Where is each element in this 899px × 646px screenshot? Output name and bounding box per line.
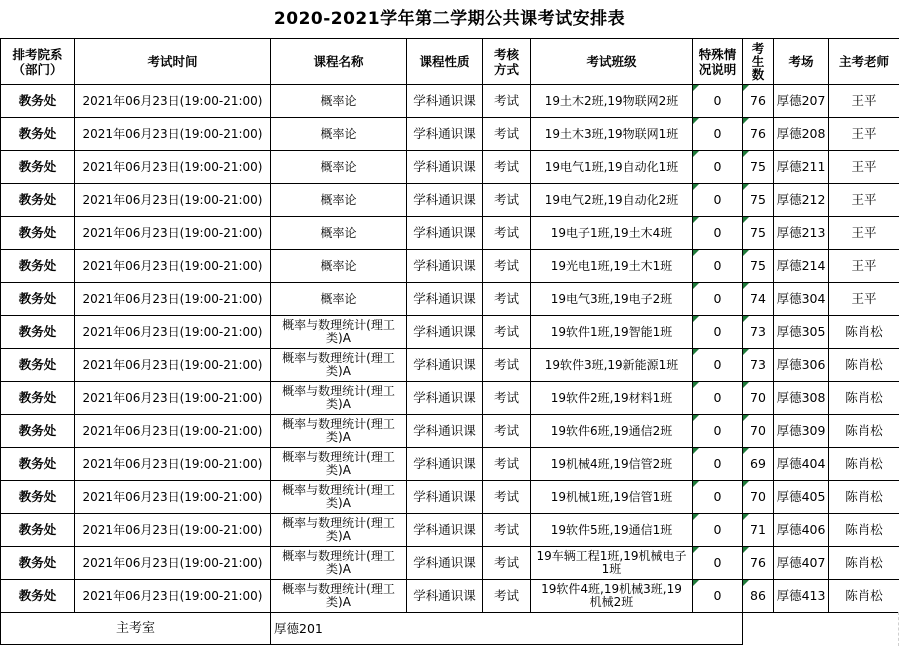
- comment-marker-icon: [693, 481, 699, 487]
- cell-classes[interactable]: 19软件1班,19智能1班: [531, 316, 693, 349]
- cell-special[interactable]: 0: [693, 184, 743, 217]
- cell-classes[interactable]: 19光电1班,19土木1班: [531, 250, 693, 283]
- table-row: [1, 283, 899, 316]
- cell-method[interactable]: 考试: [483, 514, 531, 547]
- cell-time[interactable]: 2021年06月23日(19:00-21:00): [75, 481, 271, 514]
- footer-row: [1, 613, 899, 645]
- footer-value[interactable]: 厚德201: [271, 613, 743, 645]
- cell-dept[interactable]: 教务处: [1, 481, 75, 514]
- cell-time[interactable]: 2021年06月23日(19:00-21:00): [75, 283, 271, 316]
- cell-classes[interactable]: 19软件4班,19机械3班,19 机械2班: [531, 580, 693, 613]
- cell-time[interactable]: 2021年06月23日(19:00-21:00): [75, 151, 271, 184]
- comment-marker-icon: [743, 580, 749, 586]
- comment-marker-icon: [743, 217, 749, 223]
- cell-course[interactable]: 概率与数理统计(理工 类)A: [271, 349, 407, 382]
- header-row: [1, 39, 899, 85]
- cell-course[interactable]: 概率论: [271, 118, 407, 151]
- cell-course[interactable]: 概率论: [271, 184, 407, 217]
- comment-marker-icon: [743, 316, 749, 322]
- cell-special[interactable]: 0: [693, 217, 743, 250]
- comment-marker-icon: [743, 382, 749, 388]
- comment-marker-icon: [693, 349, 699, 355]
- cell-special[interactable]: 0: [693, 85, 743, 118]
- cell-classes[interactable]: 19电气3班,19电子2班: [531, 283, 693, 316]
- comment-marker-icon: [743, 415, 749, 421]
- cell-dept[interactable]: 教务处: [1, 250, 75, 283]
- cell-count[interactable]: 74: [743, 283, 774, 316]
- cell-dept[interactable]: 教务处: [1, 382, 75, 415]
- comment-marker-icon: [743, 184, 749, 190]
- table-row: [1, 85, 899, 118]
- cell-course[interactable]: 概率与数理统计(理工 类)A: [271, 415, 407, 448]
- cell-method[interactable]: 考试: [483, 415, 531, 448]
- comment-marker-icon: [693, 448, 699, 454]
- comment-marker-icon: [693, 382, 699, 388]
- cell-teacher[interactable]: 陈肖松: [829, 514, 899, 547]
- comment-marker-icon: [743, 448, 749, 454]
- table-row: [1, 217, 899, 250]
- cell-time[interactable]: 2021年06月23日(19:00-21:00): [75, 118, 271, 151]
- cell-dept[interactable]: 教务处: [1, 514, 75, 547]
- cell-count[interactable]: 76: [743, 118, 774, 151]
- cell-room[interactable]: 厚德413: [774, 580, 829, 613]
- cell-nature[interactable]: 学科通识课: [407, 415, 483, 448]
- cell-dept[interactable]: 教务处: [1, 580, 75, 613]
- cell-nature[interactable]: 学科通识课: [407, 184, 483, 217]
- cell-dept[interactable]: 教务处: [1, 217, 75, 250]
- col-header-time[interactable]: 考试时间: [75, 39, 271, 85]
- col-header-room[interactable]: 考场: [774, 39, 829, 85]
- cell-room[interactable]: 厚德406: [774, 514, 829, 547]
- comment-marker-icon: [693, 250, 699, 256]
- table-row: [1, 250, 899, 283]
- comment-marker-icon: [743, 151, 749, 157]
- table-row: [1, 415, 899, 448]
- cell-time[interactable]: 2021年06月23日(19:00-21:00): [75, 415, 271, 448]
- cell-special[interactable]: 0: [693, 514, 743, 547]
- cell-room[interactable]: 厚德404: [774, 448, 829, 481]
- cell-room[interactable]: 厚德207: [774, 85, 829, 118]
- col-header-count[interactable]: 考 生 数: [743, 39, 774, 85]
- cell-time[interactable]: 2021年06月23日(19:00-21:00): [75, 217, 271, 250]
- cell-nature[interactable]: 学科通识课: [407, 349, 483, 382]
- cell-method[interactable]: 考试: [483, 184, 531, 217]
- table-body: [1, 85, 899, 613]
- table-row: [1, 349, 899, 382]
- cell-room[interactable]: 厚德308: [774, 382, 829, 415]
- cell-time[interactable]: 2021年06月23日(19:00-21:00): [75, 250, 271, 283]
- cell-room[interactable]: 厚德304: [774, 283, 829, 316]
- cell-dept[interactable]: 教务处: [1, 283, 75, 316]
- cell-course[interactable]: 概率与数理统计(理工 类)A: [271, 481, 407, 514]
- cell-time[interactable]: 2021年06月23日(19:00-21:00): [75, 448, 271, 481]
- cell-time[interactable]: 2021年06月23日(19:00-21:00): [75, 349, 271, 382]
- cell-time[interactable]: 2021年06月23日(19:00-21:00): [75, 514, 271, 547]
- comment-marker-icon: [743, 514, 749, 520]
- cell-teacher[interactable]: 王平: [829, 217, 899, 250]
- cell-nature[interactable]: 学科通识课: [407, 580, 483, 613]
- cell-room[interactable]: 厚德405: [774, 481, 829, 514]
- cell-special[interactable]: 0: [693, 283, 743, 316]
- cell-teacher[interactable]: 王平: [829, 118, 899, 151]
- cell-nature[interactable]: 学科通识课: [407, 151, 483, 184]
- cell-room[interactable]: 厚德208: [774, 118, 829, 151]
- comment-marker-icon: [743, 283, 749, 289]
- table-row: [1, 118, 899, 151]
- cell-teacher[interactable]: 王平: [829, 85, 899, 118]
- cell-room[interactable]: 厚德214: [774, 250, 829, 283]
- cell-count[interactable]: 86: [743, 580, 774, 613]
- comment-marker-icon: [693, 118, 699, 124]
- cell-teacher[interactable]: 陈肖松: [829, 547, 899, 580]
- col-header-method[interactable]: 考核 方式: [483, 39, 531, 85]
- cell-classes[interactable]: 19电气1班,19自动化1班: [531, 151, 693, 184]
- cell-course[interactable]: 概率与数理统计(理工 类)A: [271, 547, 407, 580]
- cell-method[interactable]: 考试: [483, 547, 531, 580]
- footer-empty: [743, 613, 899, 645]
- cell-time[interactable]: 2021年06月23日(19:00-21:00): [75, 382, 271, 415]
- col-header-course[interactable]: 课程名称: [271, 39, 407, 85]
- cell-count[interactable]: 73: [743, 349, 774, 382]
- cell-nature[interactable]: 学科通识课: [407, 448, 483, 481]
- cell-nature[interactable]: 学科通识课: [407, 316, 483, 349]
- table-row: [1, 448, 899, 481]
- cell-method[interactable]: 考试: [483, 118, 531, 151]
- cell-classes[interactable]: 19软件2班,19材料1班: [531, 382, 693, 415]
- table-row: [1, 547, 899, 580]
- cell-teacher[interactable]: 王平: [829, 250, 899, 283]
- col-header-teacher[interactable]: 主考老师: [829, 39, 899, 85]
- cell-classes[interactable]: 19电子1班,19土木4班: [531, 217, 693, 250]
- cell-dept[interactable]: 教务处: [1, 184, 75, 217]
- cell-room[interactable]: 厚德211: [774, 151, 829, 184]
- cell-method[interactable]: 考试: [483, 382, 531, 415]
- cell-teacher[interactable]: 陈肖松: [829, 349, 899, 382]
- cell-teacher[interactable]: 陈肖松: [829, 415, 899, 448]
- comment-marker-icon: [693, 514, 699, 520]
- cell-count[interactable]: 70: [743, 382, 774, 415]
- table-row: [1, 184, 899, 217]
- cell-time[interactable]: 2021年06月23日(19:00-21:00): [75, 316, 271, 349]
- cell-dept[interactable]: 教务处: [1, 85, 75, 118]
- cell-dept[interactable]: 教务处: [1, 448, 75, 481]
- cell-teacher[interactable]: 陈肖松: [829, 580, 899, 613]
- cell-course[interactable]: 概率与数理统计(理工 类)A: [271, 580, 407, 613]
- cell-method[interactable]: 考试: [483, 316, 531, 349]
- cell-teacher[interactable]: 陈肖松: [829, 316, 899, 349]
- comment-marker-icon: [743, 250, 749, 256]
- sheet-title: 2020-2021学年第二学期公共课考试安排表: [273, 9, 626, 29]
- cell-course[interactable]: 概率与数理统计(理工 类)A: [271, 316, 407, 349]
- cell-classes[interactable]: 19土木2班,19物联网2班: [531, 85, 693, 118]
- col-header-dept[interactable]: 排考院系 （部门）: [1, 39, 75, 85]
- cell-classes[interactable]: 19机械4班,19信管2班: [531, 448, 693, 481]
- cell-classes[interactable]: 19软件6班,19通信2班: [531, 415, 693, 448]
- cell-dept[interactable]: 教务处: [1, 349, 75, 382]
- cell-course[interactable]: 概率论: [271, 250, 407, 283]
- comment-marker-icon: [743, 118, 749, 124]
- cell-count[interactable]: 76: [743, 547, 774, 580]
- cell-nature[interactable]: 学科通识课: [407, 382, 483, 415]
- comment-marker-icon: [693, 283, 699, 289]
- cell-special[interactable]: 0: [693, 448, 743, 481]
- cell-classes[interactable]: 19电气2班,19自动化2班: [531, 184, 693, 217]
- exam-schedule-table: [0, 38, 899, 645]
- cell-method[interactable]: 考试: [483, 151, 531, 184]
- footer-label[interactable]: 主考室: [1, 613, 271, 645]
- cell-teacher[interactable]: 王平: [829, 283, 899, 316]
- cell-count[interactable]: 69: [743, 448, 774, 481]
- cell-teacher[interactable]: 王平: [829, 184, 899, 217]
- cell-count[interactable]: 75: [743, 217, 774, 250]
- cell-method[interactable]: 考试: [483, 481, 531, 514]
- cell-count[interactable]: 73: [743, 316, 774, 349]
- cell-special[interactable]: 0: [693, 382, 743, 415]
- comment-marker-icon: [743, 85, 749, 91]
- cell-teacher[interactable]: 陈肖松: [829, 481, 899, 514]
- cell-course[interactable]: 概率与数理统计(理工 类)A: [271, 382, 407, 415]
- cell-special[interactable]: 0: [693, 547, 743, 580]
- cell-course[interactable]: 概率与数理统计(理工 类)A: [271, 514, 407, 547]
- comment-marker-icon: [693, 580, 699, 586]
- cell-method[interactable]: 考试: [483, 85, 531, 118]
- cell-special[interactable]: 0: [693, 316, 743, 349]
- col-header-special[interactable]: 特殊情 况说明: [693, 39, 743, 85]
- comment-marker-icon: [693, 316, 699, 322]
- comment-marker-icon: [693, 85, 699, 91]
- cell-method[interactable]: 考试: [483, 448, 531, 481]
- cell-method[interactable]: 考试: [483, 580, 531, 613]
- cell-count[interactable]: 75: [743, 184, 774, 217]
- comment-marker-icon: [743, 481, 749, 487]
- cell-nature[interactable]: 学科通识课: [407, 250, 483, 283]
- cell-dept[interactable]: 教务处: [1, 415, 75, 448]
- cell-classes[interactable]: 19车辆工程1班,19机械电子 1班: [531, 547, 693, 580]
- cell-special[interactable]: 0: [693, 118, 743, 151]
- cell-course[interactable]: 概率论: [271, 283, 407, 316]
- cell-method[interactable]: 考试: [483, 250, 531, 283]
- cell-special[interactable]: 0: [693, 415, 743, 448]
- cell-count[interactable]: 76: [743, 85, 774, 118]
- table-row: [1, 151, 899, 184]
- cell-special[interactable]: 0: [693, 580, 743, 613]
- cell-classes[interactable]: 19软件3班,19新能源1班: [531, 349, 693, 382]
- comment-marker-icon: [693, 415, 699, 421]
- col-header-nature[interactable]: 课程性质: [407, 39, 483, 85]
- cell-classes[interactable]: 19土木3班,19物联网1班: [531, 118, 693, 151]
- cell-room[interactable]: 厚德407: [774, 547, 829, 580]
- cell-course[interactable]: 概率论: [271, 151, 407, 184]
- comment-marker-icon: [693, 184, 699, 190]
- cell-nature[interactable]: 学科通识课: [407, 118, 483, 151]
- table-row: [1, 514, 899, 547]
- cell-count[interactable]: 70: [743, 481, 774, 514]
- cell-nature[interactable]: 学科通识课: [407, 514, 483, 547]
- cell-special[interactable]: 0: [693, 151, 743, 184]
- cell-time[interactable]: 2021年06月23日(19:00-21:00): [75, 184, 271, 217]
- cell-nature[interactable]: 学科通识课: [407, 547, 483, 580]
- table-row: [1, 382, 899, 415]
- table-row: [1, 481, 899, 514]
- cell-course[interactable]: 概率论: [271, 85, 407, 118]
- cell-time[interactable]: 2021年06月23日(19:00-21:00): [75, 85, 271, 118]
- cell-room[interactable]: 厚德212: [774, 184, 829, 217]
- cell-nature[interactable]: 学科通识课: [407, 481, 483, 514]
- comment-marker-icon: [743, 349, 749, 355]
- comment-marker-icon: [693, 151, 699, 157]
- cell-time[interactable]: 2021年06月23日(19:00-21:00): [75, 547, 271, 580]
- cell-course[interactable]: 概率与数理统计(理工 类)A: [271, 448, 407, 481]
- cell-dept[interactable]: 教务处: [1, 151, 75, 184]
- cell-room[interactable]: 厚德306: [774, 349, 829, 382]
- cell-dept[interactable]: 教务处: [1, 118, 75, 151]
- cell-count[interactable]: 71: [743, 514, 774, 547]
- cell-teacher[interactable]: 陈肖松: [829, 382, 899, 415]
- cell-classes[interactable]: 19软件5班,19通信1班: [531, 514, 693, 547]
- cell-teacher[interactable]: 王平: [829, 151, 899, 184]
- table-row: [1, 580, 899, 613]
- cell-nature[interactable]: 学科通识课: [407, 85, 483, 118]
- cell-count[interactable]: 75: [743, 151, 774, 184]
- cell-nature[interactable]: 学科通识课: [407, 283, 483, 316]
- comment-marker-icon: [743, 547, 749, 553]
- cell-count[interactable]: 70: [743, 415, 774, 448]
- cell-dept[interactable]: 教务处: [1, 547, 75, 580]
- cell-room[interactable]: 厚德309: [774, 415, 829, 448]
- cell-special[interactable]: 0: [693, 250, 743, 283]
- cell-special[interactable]: 0: [693, 481, 743, 514]
- cell-nature[interactable]: 学科通识课: [407, 217, 483, 250]
- cell-count[interactable]: 75: [743, 250, 774, 283]
- cell-dept[interactable]: 教务处: [1, 316, 75, 349]
- cell-room[interactable]: 厚德213: [774, 217, 829, 250]
- cell-time[interactable]: 2021年06月23日(19:00-21:00): [75, 580, 271, 613]
- cell-course[interactable]: 概率论: [271, 217, 407, 250]
- cell-method[interactable]: 考试: [483, 217, 531, 250]
- cell-classes[interactable]: 19机械1班,19信管1班: [531, 481, 693, 514]
- cell-method[interactable]: 考试: [483, 283, 531, 316]
- cell-special[interactable]: 0: [693, 349, 743, 382]
- table-row: [1, 316, 899, 349]
- cell-teacher[interactable]: 陈肖松: [829, 448, 899, 481]
- comment-marker-icon: [693, 217, 699, 223]
- cell-method[interactable]: 考试: [483, 349, 531, 382]
- comment-marker-icon: [693, 547, 699, 553]
- cell-room[interactable]: 厚德305: [774, 316, 829, 349]
- col-header-classes[interactable]: 考试班级: [531, 39, 693, 85]
